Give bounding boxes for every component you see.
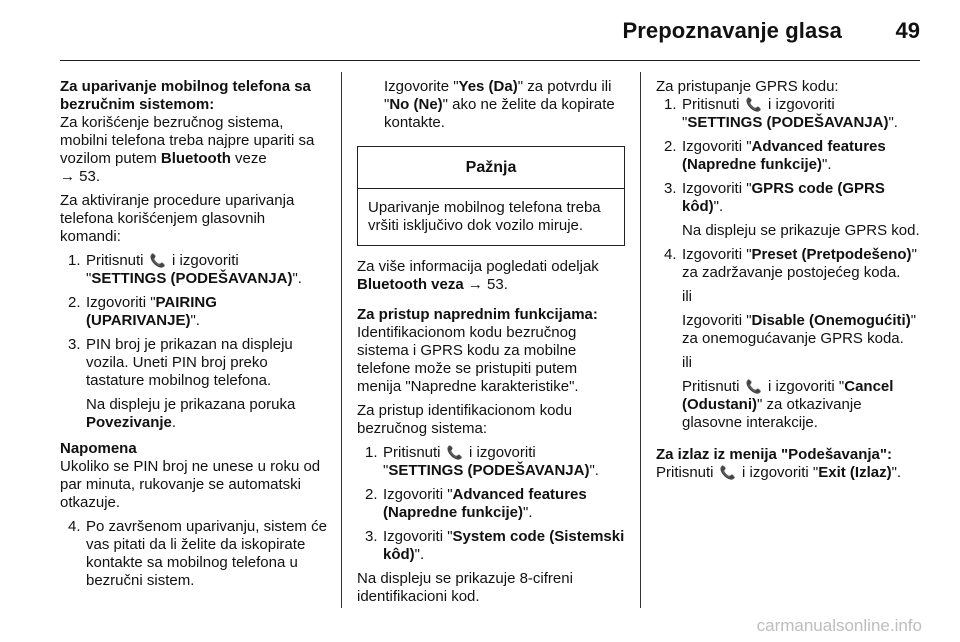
section-heading-pairing: Za uparivanje mobilnog telefona sa bezručnim sistemom:: [60, 78, 311, 113]
list-item: 4. Po završenom uparivanju, sistem će vas pitati da li želite da iskopirate kontakte sa mobilnog telefona u bezručni sistem.: [68, 518, 327, 589]
paragraph-confirm: Izgovorite "Yes (Da)" za potvrdu ili "No (Ne)" ako ne želite da kopirate kontakte.: [384, 78, 615, 131]
list-item: 3. PIN broj je prikazan na displeju vozila. Uneti PIN broj preko tastature mobilnog telefona. Na displeju je prikazana poruka Povezivanje.: [68, 336, 296, 431]
phone-icon: 📞: [719, 465, 736, 480]
paragraph-pairing-intro: Za korišćenje bezručnog sistema, mobilni telefona treba najpre upariti sa vozilom putem Bluetooth veze → 53.: [60, 114, 315, 185]
list-item: 4. Izgovoriti "Preset (Pretpodešeno)" za zadržavanje postojećeg koda. ili Izgovoriti "Disable (Onemogućiti)" za onemogućavanje GPRS koda. ili Pritisnuti 📞 i izgovoriti "Cancel (Odustani)" za otkazivanje glasovne interakcije.: [664, 246, 917, 431]
paragraph-advanced-intro: Identifikacionom kodu bezručnog sistema i GPRS kodu za mobilne telefone može se pristupiti putem menija "Napredne karakteristike".: [357, 324, 579, 395]
list-item: 2. Izgovoriti "Advanced features (Napredne funkcije)".: [365, 486, 587, 521]
watermark-text: carmanualsonline.info: [756, 616, 922, 635]
reference-arrow-icon: →: [60, 168, 75, 185]
column-3: [656, 78, 924, 482]
warning-text: Uparivanje mobilnog telefona treba vršiti isključivo dok vozilo miruje.: [368, 199, 601, 234]
note-heading: Napomena: [60, 440, 137, 457]
paragraph-voice-pairing: Za aktiviranje procedure uparivanja telefona korišćenjem glasovnih komandi:: [60, 192, 295, 245]
phone-icon: 📞: [149, 253, 166, 268]
column-divider-right: [640, 72, 641, 608]
page-number: 49: [895, 18, 920, 43]
note-text: Ukoliko se PIN broj ne unese u roku od par minuta, rukovanje se automatski otkazuje.: [60, 458, 321, 511]
list-item: 2. Izgovoriti "PAIRING (UPARIVANJE)".: [68, 294, 217, 329]
column-2: [357, 78, 625, 606]
paragraph-system-code-intro: Za pristup identifikacionom kodu bezručnog sistema:: [357, 402, 573, 437]
list-item: 1. Pritisnuti 📞 i izgovoriti "SETTINGS (PODEŠAVANJA)".: [664, 96, 898, 131]
paragraph-exit: Pritisnuti 📞 i izgovoriti "Exit (Izlaz)".: [656, 464, 902, 481]
column-1: [60, 78, 328, 596]
paragraph-gprs-intro: Za pristupanje GPRS kodu:: [656, 78, 839, 95]
column-divider-left: [341, 72, 342, 608]
warning-box: [357, 146, 625, 246]
list-item: 1. Pritisnuti 📞 i izgovoriti "SETTINGS (PODEŠAVANJA)".: [365, 444, 599, 479]
paragraph-system-code-result: Na displeju se prikazuje 8-cifreni identifikacioni kod.: [357, 570, 573, 605]
section-heading-exit: Za izlaz iz menija "Podešavanja":: [656, 446, 892, 463]
warning-heading: Pažnja: [358, 147, 624, 189]
phone-icon: 📞: [446, 445, 463, 460]
phone-icon: 📞: [745, 379, 762, 394]
paragraph-more-info: Za više informacija pogledati odeljak Bluetooth veza → 53.: [357, 258, 599, 293]
list-item: 3. Izgovoriti "GPRS code (GPRS kôd)". Na displeju se prikazuje GPRS kod.: [664, 180, 920, 239]
list-item: 3. Izgovoriti "System code (Sistemski kôd)".: [365, 528, 625, 563]
section-heading-advanced: Za pristup naprednim funkcijama:: [357, 306, 598, 323]
list-item: 1. Pritisnuti 📞 i izgovoriti "SETTINGS (PODEŠAVANJA)".: [68, 252, 302, 287]
page-header-title: Prepoznavanje glasa: [622, 18, 842, 43]
phone-icon: 📞: [745, 97, 762, 112]
list-item: 2. Izgovoriti "Advanced features (Napredne funkcije)".: [664, 138, 886, 173]
reference-arrow-icon: →: [467, 276, 483, 293]
header-rule: [60, 60, 920, 61]
